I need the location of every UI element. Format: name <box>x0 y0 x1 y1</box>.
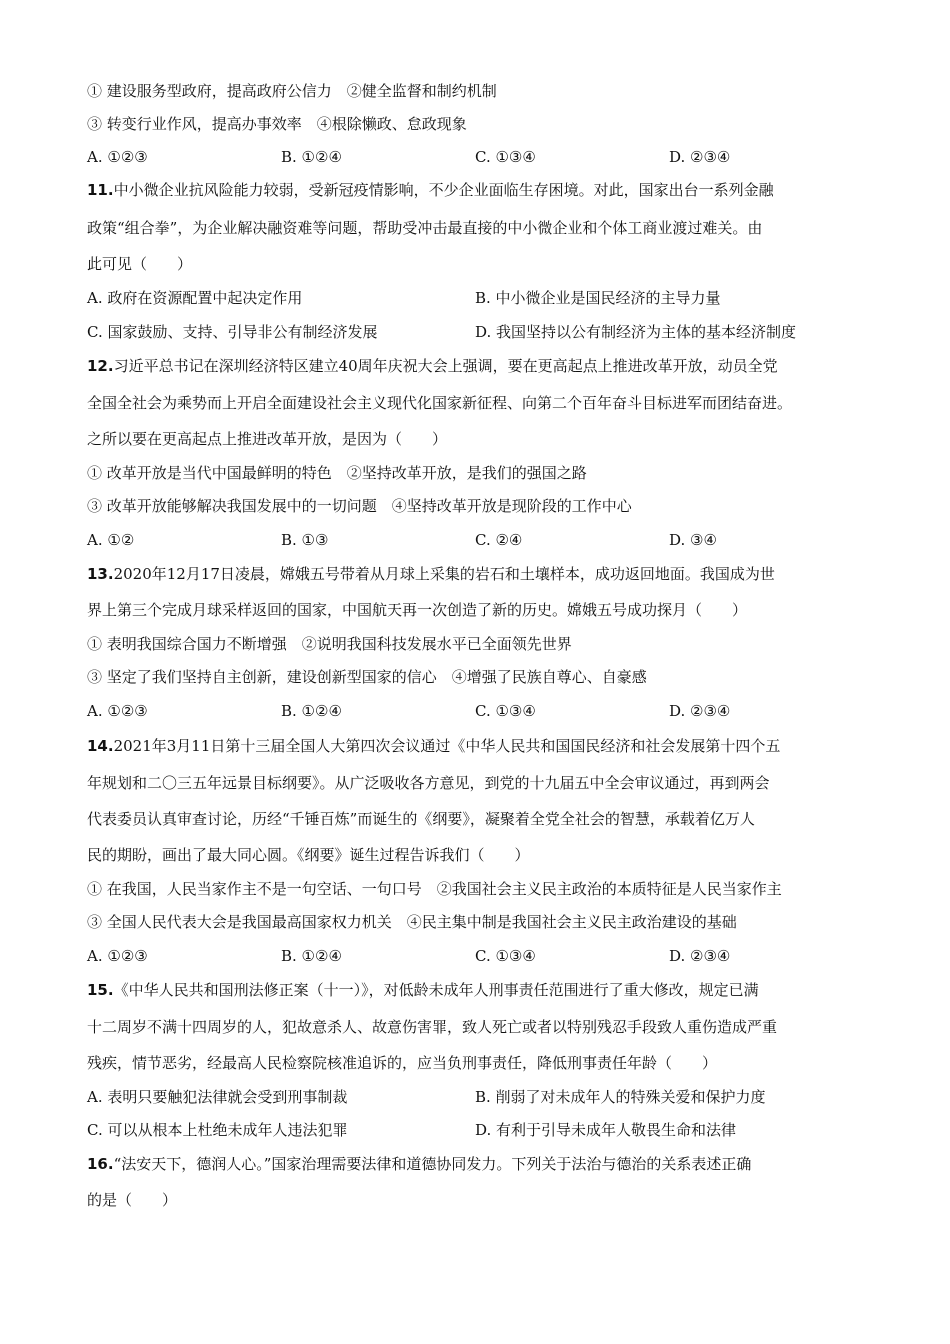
q12-statement-2: ③ 改革开放能够解决我国发展中的一切问题 ④坚持改革开放是现阶段的工作中心 <box>87 497 632 515</box>
q14-line-2: 年规划和二〇三五年远景目标纲要》。从广泛吸收各方意见，到党的十九届五中全会审议通过，再到两会 <box>87 774 770 792</box>
q12-line-3: 之所以要在更高起点上推进改革开放，是因为（ ） <box>87 430 448 448</box>
q11-option-a: A. 政府在资源配置中起决定作用 <box>87 289 303 307</box>
q13-number: 13. <box>87 565 114 583</box>
q12-line-2: 全国全社会为乘势而上开启全面建设社会主义现代化国家新征程、向第二个百年奋斗目标进军而团结奋进。 <box>87 394 793 412</box>
q12-line-1: 12.习近平总书记在深圳经济特区建立40周年庆祝大会上强调，要在更高起点上推进改革开放，动员全党 <box>87 357 778 375</box>
q13-option-a: A. ①②③ <box>87 702 148 720</box>
prev-statement-2: ③ 转变行业作风，提高办事效率 ④根除懒政、怠政现象 <box>87 115 467 133</box>
q16-number: 16. <box>87 1155 114 1173</box>
q14-line-1: 14.2021年3月11日第十三届全国人大第四次会议通过《中华人民共和国国民经济和社会发展第十四个五 <box>87 737 781 755</box>
prev-option-b: B. ①②④ <box>281 148 342 166</box>
q11-line-3: 此可见（ ） <box>87 255 193 273</box>
q13-statement-2: ③ 坚定了我们坚持自主创新，建设创新型国家的信心 ④增强了民族自尊心、自豪感 <box>87 668 647 686</box>
q14-statement-1: ① 在我国，人民当家作主不是一句空话、一句口号 ②我国社会主义民主政治的本质特征是人民当家作主 <box>87 880 782 898</box>
q11-option-b: B. 中小微企业是国民经济的主导力量 <box>475 289 721 307</box>
q12-option-d: D. ③④ <box>669 531 717 549</box>
q15-line-2: 十二周岁不满十四周岁的人，犯故意杀人、故意伤害罪，致人死亡或者以特别残忍手段致人重伤造成严重 <box>87 1018 778 1036</box>
q12-option-c: C. ②④ <box>475 531 523 549</box>
q13-option-b: B. ①②④ <box>281 702 342 720</box>
prev-option-a: A. ①②③ <box>87 148 148 166</box>
q16-line-1: 16.“法安天下，德润人心。”国家治理需要法律和道德协同发力。下列关于法治与德治的关系表述正确 <box>87 1155 752 1173</box>
q15-option-a: A. 表明只要触犯法律就会受到刑事制裁 <box>87 1088 348 1106</box>
q12-statement-1: ① 改革开放是当代中国最鲜明的特色 ②坚持改革开放，是我们的强国之路 <box>87 464 587 482</box>
q11-line-1: 11.中小微企业抗风险能力较弱，受新冠疫情影响，不少企业面临生存困境。对此，国家出台一系列金融 <box>87 181 774 199</box>
q14-statement-2: ③ 全国人民代表大会是我国最高国家权力机关 ④民主集中制是我国社会主义民主政治建设的基础 <box>87 913 737 931</box>
q14-option-d: D. ②③④ <box>669 947 731 965</box>
q15-number: 15. <box>87 981 114 999</box>
q13-option-c: C. ①③④ <box>475 702 536 720</box>
q13-statement-1: ① 表明我国综合国力不断增强 ②说明我国科技发展水平已全面领先世界 <box>87 635 572 653</box>
q13-option-d: D. ②③④ <box>669 702 731 720</box>
q15-line-1: 15.《中华人民共和国刑法修正案（十一）》，对低龄未成年人刑事责任范围进行了重大修改，规定已满 <box>87 981 759 999</box>
q15-option-d: D. 有利于引导未成年人敬畏生命和法律 <box>475 1121 737 1139</box>
q14-option-c: C. ①③④ <box>475 947 536 965</box>
prev-option-c: C. ①③④ <box>475 148 536 166</box>
prev-statement-1: ① 建设服务型政府，提高政府公信力 ②健全监督和制约机制 <box>87 82 497 100</box>
q12-option-a: A. ①② <box>87 531 135 549</box>
q12-option-b: B. ①③ <box>281 531 329 549</box>
q11-number: 11. <box>87 181 114 199</box>
q15-line-3: 残疾，情节恶劣，经最高人民检察院核准追诉的，应当负刑事责任，降低刑事责任年龄（ ） <box>87 1054 718 1072</box>
q11-option-d: D. 我国坚持以公有制经济为主体的基本经济制度 <box>475 323 797 341</box>
q12-number: 12. <box>87 357 114 375</box>
q11-line-2: 政策“组合拳”，为企业解决融资难等问题，帮助受冲击最直接的中小微企业和个体工商业渡过难关。由 <box>87 219 763 237</box>
prev-option-d: D. ②③④ <box>669 148 731 166</box>
q14-line-3: 代表委员认真审查讨论，历经“千锤百炼”而诞生的《纲要》，凝聚着全党全社会的智慧，承载着亿万人 <box>87 810 755 828</box>
q13-line-1: 13.2020年12月17日凌晨，嫦娥五号带着从月球上采集的岩石和土壤样本，成功返回地面。我国成为世 <box>87 565 775 583</box>
q11-option-c: C. 国家鼓励、支持、引导非公有制经济发展 <box>87 323 378 341</box>
q14-line-4: 民的期盼，画出了最大同心圆。《纲要》诞生过程告诉我们（ ） <box>87 846 530 864</box>
q15-option-b: B. 削弱了对未成年人的特殊关爱和保护力度 <box>475 1088 766 1106</box>
q14-option-a: A. ①②③ <box>87 947 148 965</box>
q13-line-2: 界上第三个完成月球采样返回的国家，中国航天再一次创造了新的历史。嫦娥五号成功探月（ ） <box>87 601 748 619</box>
q16-line-2: 的是（ ） <box>87 1191 178 1209</box>
q14-option-b: B. ①②④ <box>281 947 342 965</box>
q15-option-c: C. 可以从根本上杜绝未成年人违法犯罪 <box>87 1121 348 1139</box>
q14-number: 14. <box>87 737 114 755</box>
